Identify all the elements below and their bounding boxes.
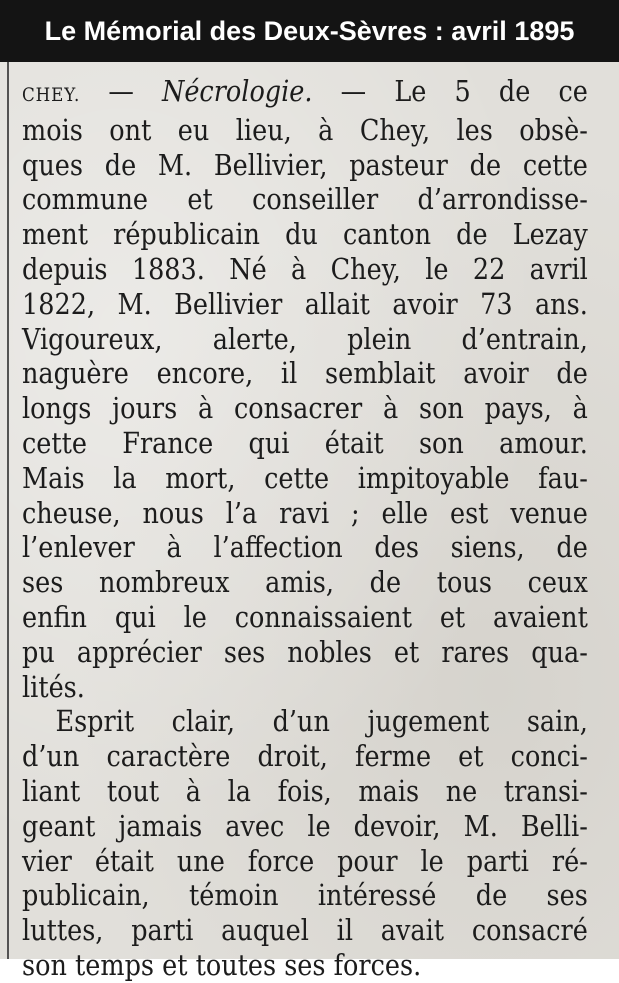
article-line: longs jours à consacrer à son pays, à: [22, 391, 588, 426]
article-line: 1822, M. Bellivier allait avoir 73 ans.: [22, 286, 588, 321]
column-rule: [7, 62, 9, 959]
article-line: publicain, témoin intéressé de ses: [22, 878, 588, 913]
obituary-article: [22, 74, 588, 983]
article-line: ment républicain du canton de Lezay: [22, 217, 588, 252]
article-line: geant jamais avec le devoir, M. Belli-: [22, 808, 588, 843]
article-line: Mais la mort, cette impitoyable fau-: [22, 460, 588, 495]
article-first-line: [22, 74, 588, 113]
section-heading: Nécrologie.: [161, 74, 313, 108]
article-line: l’enlever à l’affection des siens, de: [22, 530, 588, 565]
article-line: enfin qui le connaissaient et avaient: [22, 599, 588, 634]
article-line: ques de M. Bellivier, pasteur de cette: [22, 147, 588, 182]
page-title: Le Mémorial des Deux-Sèvres : avril 1895: [0, 0, 619, 62]
article-line: d’un caractère droit, ferme et conci-: [22, 739, 588, 774]
dash: —: [80, 74, 162, 108]
article-line: mois ont eu lieu, à Chey, les obsè-: [22, 112, 588, 147]
dash: —: [312, 74, 395, 108]
article-line: cette France qui était son amour.: [22, 425, 588, 460]
article-line: Vigoureux, alerte, plein d’entrain,: [22, 321, 588, 356]
article-line: naguère encore, il semblait avoir de: [22, 356, 588, 391]
article-line: Esprit clair, d’un jugement sain,: [55, 704, 588, 739]
paragraph-2: [22, 704, 588, 982]
paragraph-1: [22, 113, 588, 705]
lead-text: Le 5 de ce: [394, 74, 588, 108]
article-line: ses nombreux amis, de tous ceux: [22, 565, 588, 600]
article-line: depuis 1883. Né à Chey, le 22 avril: [22, 251, 588, 286]
article-line: cheuse, nous l’a ravi ; elle est venue: [22, 495, 588, 530]
newspaper-clipping: [0, 62, 619, 982]
place-name: CHEY.: [22, 84, 81, 106]
article-line: liant tout à la fois, mais ne transi-: [22, 773, 588, 808]
article-line: luttes, parti auquel il avait consacré: [22, 913, 588, 948]
article-line: vier était une force pour le parti ré-: [22, 843, 588, 878]
article-line: commune et conseiller d’arrondisse-: [22, 182, 588, 217]
article-line: lités.: [22, 669, 85, 704]
article-line: son temps et toutes ses forces.: [22, 947, 422, 982]
article-line: pu apprécier ses nobles et rares qua-: [22, 634, 588, 669]
